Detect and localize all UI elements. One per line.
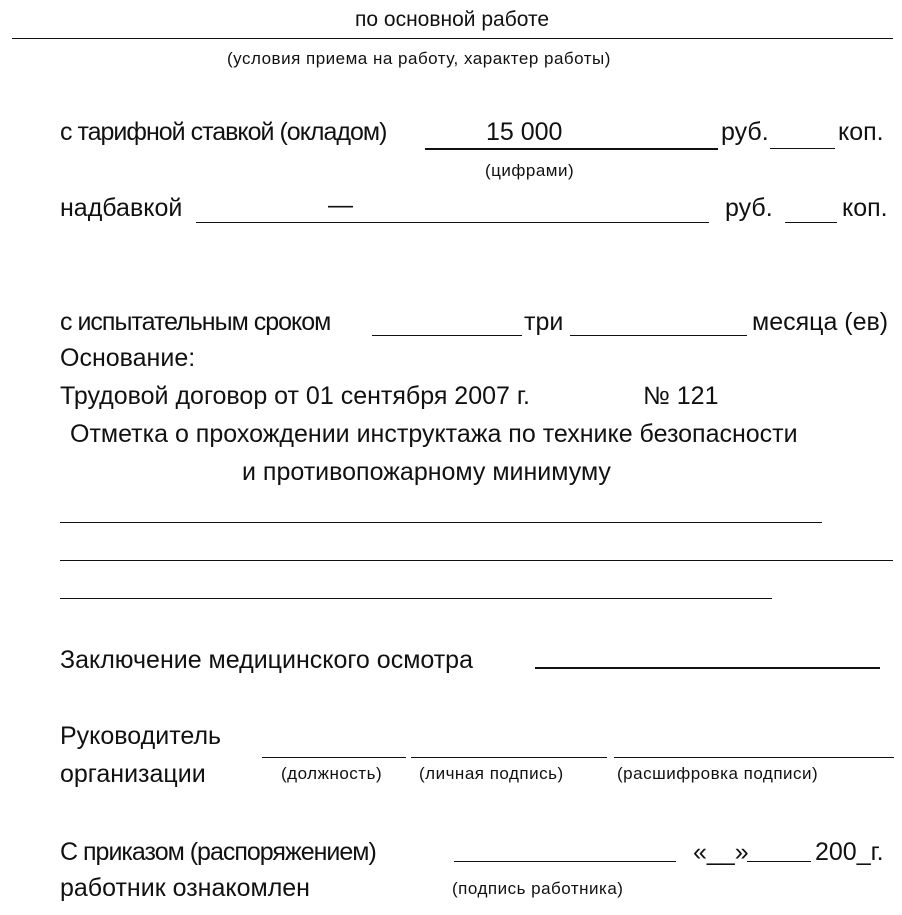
instruction-line1: Отметка о прохождении инструктажа по технике безопасности <box>70 420 798 448</box>
work-type: по основной работе <box>355 8 550 31</box>
salary-value: 15 000 <box>486 118 563 146</box>
salary-line <box>425 148 718 150</box>
work-type-line <box>12 38 893 39</box>
manager-position-line <box>262 757 406 758</box>
acknowledge-signature-line <box>454 861 676 862</box>
bonus-rub: руб. <box>725 194 773 222</box>
bonus-label: надбавкой <box>60 194 183 222</box>
manager-caption-position: (должность) <box>281 764 383 783</box>
acknowledge-label-2: работник ознакомлен <box>60 874 310 902</box>
medical-line <box>535 667 880 669</box>
medical-label: Заключение медицинского осмотра <box>60 646 473 674</box>
salary-rub: руб. <box>721 118 769 146</box>
acknowledge-label-1: С приказом (распоряжением) <box>60 838 376 866</box>
bonus-value: — <box>328 191 353 219</box>
acknowledge-date-line <box>747 861 811 862</box>
bonus-kop: коп. <box>842 194 888 222</box>
probation-unit: месяца (ев) <box>752 308 889 336</box>
instruction-blank-3 <box>60 598 772 599</box>
probation-line-right <box>570 335 747 336</box>
instruction-blank-2 <box>60 560 893 561</box>
manager-signature-line <box>411 757 607 758</box>
work-type-caption: (условия приема на работу, характер работы) <box>227 49 611 68</box>
instruction-blank-1 <box>60 522 822 523</box>
probation-line-left <box>372 335 522 336</box>
basis-label: Основание: <box>60 344 196 372</box>
manager-caption-signature: (личная подпись) <box>419 764 564 783</box>
basis-contract: Трудовой договор от 01 сентября 2007 г. <box>60 382 530 410</box>
probation-value: три <box>524 308 564 336</box>
acknowledge-caption: (подпись работника) <box>452 879 624 898</box>
probation-label: с испытательным сроком <box>60 308 331 336</box>
acknowledge-date-quote: «__» <box>693 838 749 866</box>
instruction-line2: и противопожарному минимуму <box>242 458 611 486</box>
salary-caption: (цифрами) <box>485 161 575 180</box>
salary-label: с тарифной ставкой (окладом) <box>60 118 387 146</box>
salary-kop: коп. <box>838 118 884 146</box>
manager-caption-decode: (расшифровка подписи) <box>617 764 819 783</box>
bonus-kop-line <box>785 222 837 223</box>
salary-kop-line <box>770 148 835 149</box>
manager-decode-line <box>614 757 894 758</box>
manager-label-2: организации <box>60 760 206 788</box>
acknowledge-year: 200_г. <box>815 838 884 866</box>
bonus-line <box>196 222 709 223</box>
manager-label-1: Руководитель <box>60 722 222 750</box>
basis-number: № 121 <box>643 382 719 410</box>
